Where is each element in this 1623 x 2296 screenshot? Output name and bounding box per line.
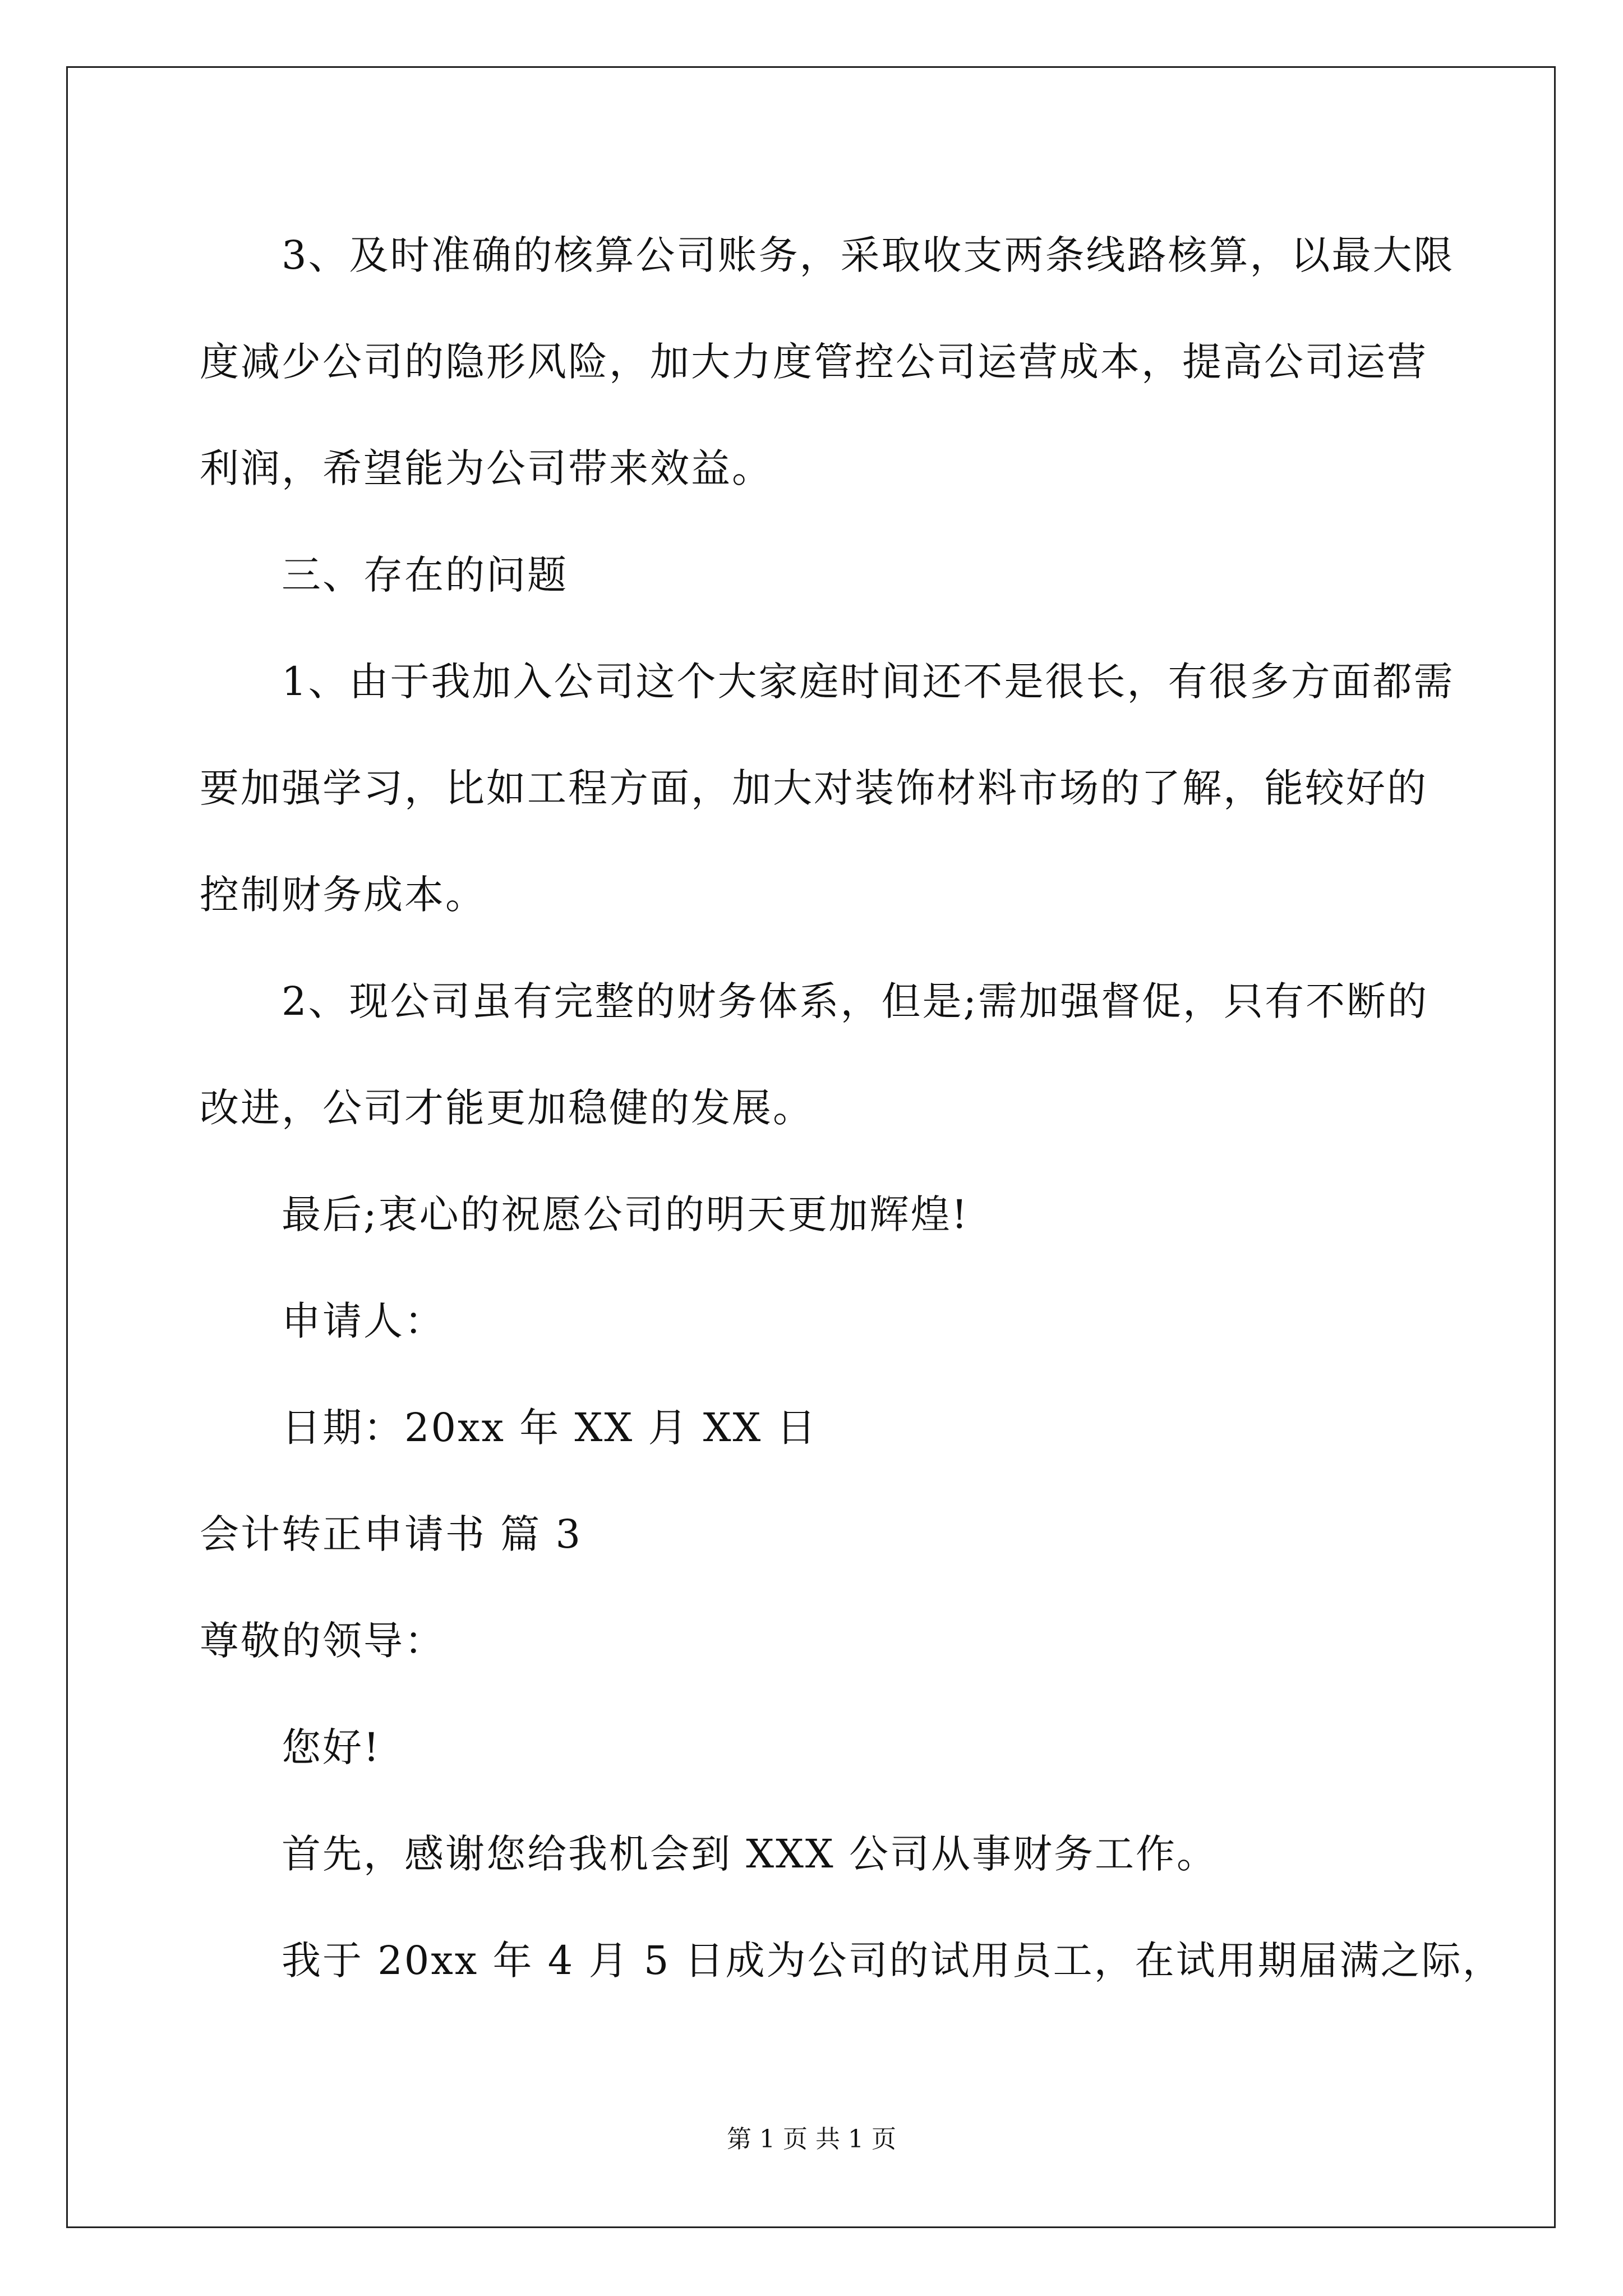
paragraph-line: 首先，感谢您给我机会到 XXX 公司从事财务工作。 — [282, 1831, 1218, 1877]
paragraph-line: 利润，希望能为公司带来效益。 — [200, 445, 773, 491]
applicant-label: 申请人： — [282, 1298, 445, 1344]
salutation: 尊敬的领导： — [200, 1618, 445, 1664]
paragraph-line: 2、现公司虽有完整的财务体系，但是;需加强督促，只有不断的 — [282, 978, 1429, 1024]
section-heading: 三、存在的问题 — [282, 552, 568, 598]
greeting: 您好! — [282, 1724, 381, 1770]
paragraph-line: 1、由于我加入公司这个大家庭时间还不是很长，有很多方面都需 — [282, 659, 1455, 705]
paragraph-line: 控制财务成本。 — [200, 872, 486, 918]
paragraph-line: 3、及时准确的核算公司账务，采取收支两条线路核算，以最大限 — [282, 232, 1455, 278]
closing-wish: 最后;衷心的祝愿公司的明天更加辉煌! — [282, 1191, 969, 1237]
date-line: 日期：20xx 年 XX 月 XX 日 — [282, 1405, 818, 1451]
paragraph-line: 要加强学习，比如工程方面，加大对装饰材料市场的了解，能较好的 — [200, 765, 1428, 811]
page-border — [66, 66, 1556, 2228]
paragraph-line: 度减少公司的隐形风险，加大力度管控公司运营成本，提高公司运营 — [200, 339, 1428, 385]
paragraph-line: 改进，公司才能更加稳健的发展。 — [200, 1085, 814, 1131]
page-footer: 第 1 页 共 1 页 — [727, 2125, 896, 2154]
paragraph-line: 我于 20xx 年 4 月 5 日成为公司的试用员工，在试用期届满之际， — [282, 1938, 1504, 1984]
article-title: 会计转正申请书 篇 3 — [200, 1511, 583, 1557]
